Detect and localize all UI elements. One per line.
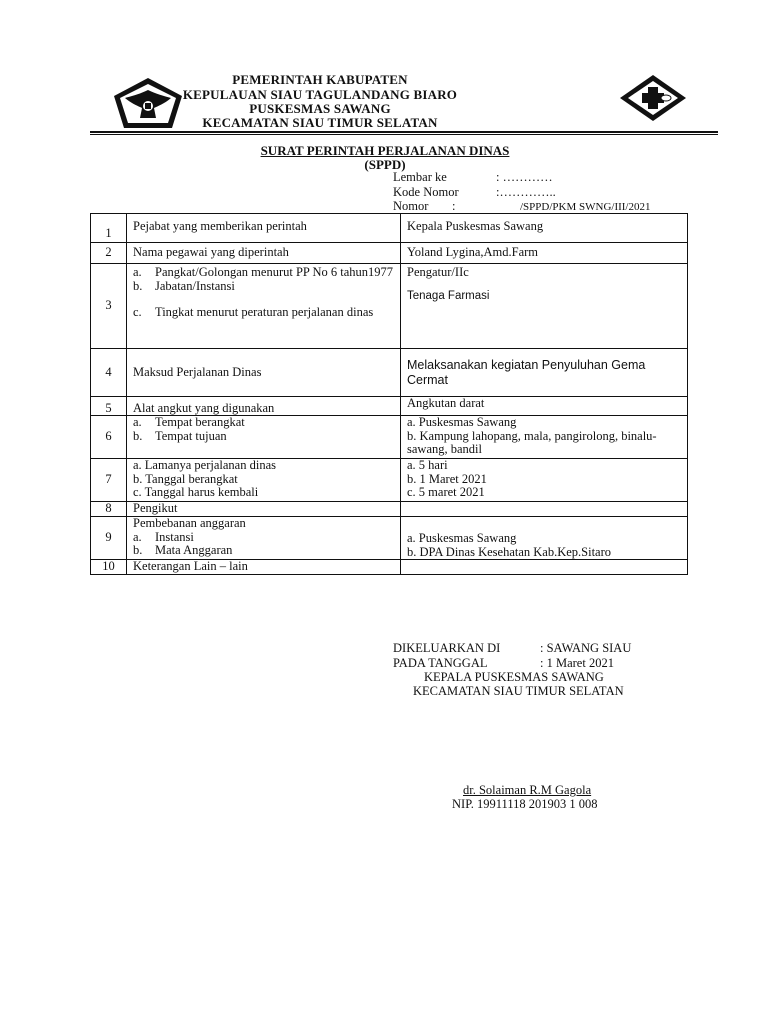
row-number: 8 [91,502,127,517]
header-rule [90,131,718,133]
nomor-colon: : [452,199,456,213]
list-item [133,531,394,545]
row-value: Angkutan darat [401,397,688,416]
signer-position-1: KEPALA PUSKESMAS SAWANG [424,670,604,684]
list-item [133,266,394,280]
item-mark: c. [133,305,142,319]
kode-value: :………….. [496,185,556,199]
row-values [401,517,688,560]
item-text: Tempat tujuan [155,428,227,443]
table-row [91,349,688,397]
row-values [401,459,688,502]
row-number: 5 [91,397,127,416]
nomor-value: /SPPD/PKM SWNG/III/2021 [520,201,651,213]
document-subtitle: (SPPD) [364,157,406,172]
row-items [127,517,401,560]
lembar-value: : ………… [496,170,553,184]
value-line: a. Puskesmas Sawang [407,415,517,429]
item-text: Instansi [155,529,194,544]
row-number: 3 [91,264,127,349]
item-text: Tempat berangkat [155,415,245,429]
value-line: b. Kampung lahopang, mala, pangirolong, binalu-sawang, bandil [407,428,657,456]
nomor-label: Nomor [393,199,429,213]
item-mark: b. [133,278,143,293]
row-items [127,264,401,349]
item-text: Tingkat menurut peraturan perjalanan dinas [155,305,374,319]
header-line-4: KECAMATAN SIAU TIMUR SELATAN [202,115,438,130]
row-number: 1 [91,214,127,243]
item-mark: a. [133,529,142,544]
row-number: 2 [91,243,127,264]
issued-place-label: DIKELUARKAN DI [393,641,501,655]
table-row [91,243,688,264]
table-row [91,502,688,517]
item-text: Pangkat/Golongan menurut PP No 6 tahun1977 [155,265,394,279]
row-number: 6 [91,416,127,459]
row-number: 4 [91,349,127,397]
kode-label: Kode Nomor [393,185,459,199]
item-text: Jabatan/Instansi [155,278,235,293]
value-line: b. DPA Dinas Kesehatan Kab.Kep.Sitaro [407,544,612,559]
list-item [133,430,394,444]
list-item: a. Lamanya perjalanan dinas [133,458,276,472]
row-values [401,264,688,349]
table-row [91,416,688,459]
list-item [133,544,394,558]
row-number: 9 [91,517,127,560]
list-item: b. Tanggal berangkat [133,471,238,486]
puskesmas-cross-icon [616,72,690,124]
row-value: Melaksanakan kegiatan Penyuluhan Gema Cermat [401,349,688,397]
item-text: Mata Anggaran [155,543,233,557]
table-row [91,517,688,560]
row-number: 7 [91,459,127,502]
item-mark: a. [133,265,142,279]
table-row [91,397,688,416]
list-item [133,280,394,294]
row-items [127,459,401,502]
signer-position-2: KECAMATAN SIAU TIMUR SELATAN [413,684,624,698]
value-line: a. Puskesmas Sawang [407,531,517,545]
row-value [401,560,688,575]
row-label: Nama pegawai yang diperintah [127,243,401,264]
row-label: Maksud Perjalanan Dinas [127,349,401,397]
value-line: Pengatur/IIc [407,265,469,279]
row-value: Yoland Lygina,Amd.Farm [401,243,688,264]
issued-date-label: PADA TANGGAL [393,656,488,670]
item-mark: b. [133,543,143,557]
list-item [133,416,394,430]
lembar-label: Lembar ke [393,170,447,184]
row-heading: Pembebanan anggaran [133,516,246,530]
list-item [133,306,394,320]
header-rule-thin [90,134,718,135]
sppd-table [90,213,688,575]
table-row [91,264,688,349]
row-label: Pengikut [127,502,401,517]
item-mark: b. [133,428,143,443]
issued-place-value: : SAWANG SIAU [540,641,632,655]
table-row [91,214,688,243]
value-line: Tenaga Farmasi [407,289,490,302]
row-number: 10 [91,560,127,575]
value-line: b. 1 Maret 2021 [407,471,487,486]
row-label: Keterangan Lain – lain [127,560,401,575]
signer-nip: NIP. 19911118 201903 1 008 [452,797,598,811]
row-items [127,416,401,459]
value-line: a. 5 hari [407,458,448,472]
header-line-3: PUSKESMAS SAWANG [249,101,391,116]
issued-date-value: : 1 Maret 2021 [540,656,614,670]
table-row [91,560,688,575]
list-item: c. Tanggal harus kembali [133,485,259,499]
table-row [91,459,688,502]
header-line-2: KEPULAUAN SIAU TAGULANDANG BIARO [182,87,458,102]
row-values [401,416,688,459]
document-title: SURAT PERINTAH PERJALANAN DINAS [260,143,510,158]
row-value: Kepala Puskesmas Sawang [401,214,688,243]
row-label: Alat angkut yang digunakan [127,397,401,416]
row-label: Pejabat yang memberikan perintah [127,214,401,243]
header-line-1: PEMERINTAH KABUPATEN [232,72,408,87]
item-mark: a. [133,415,142,429]
row-value [401,502,688,517]
signer-name: dr. Solaiman R.M Gagola [463,783,592,797]
value-line: c. 5 maret 2021 [407,485,485,499]
